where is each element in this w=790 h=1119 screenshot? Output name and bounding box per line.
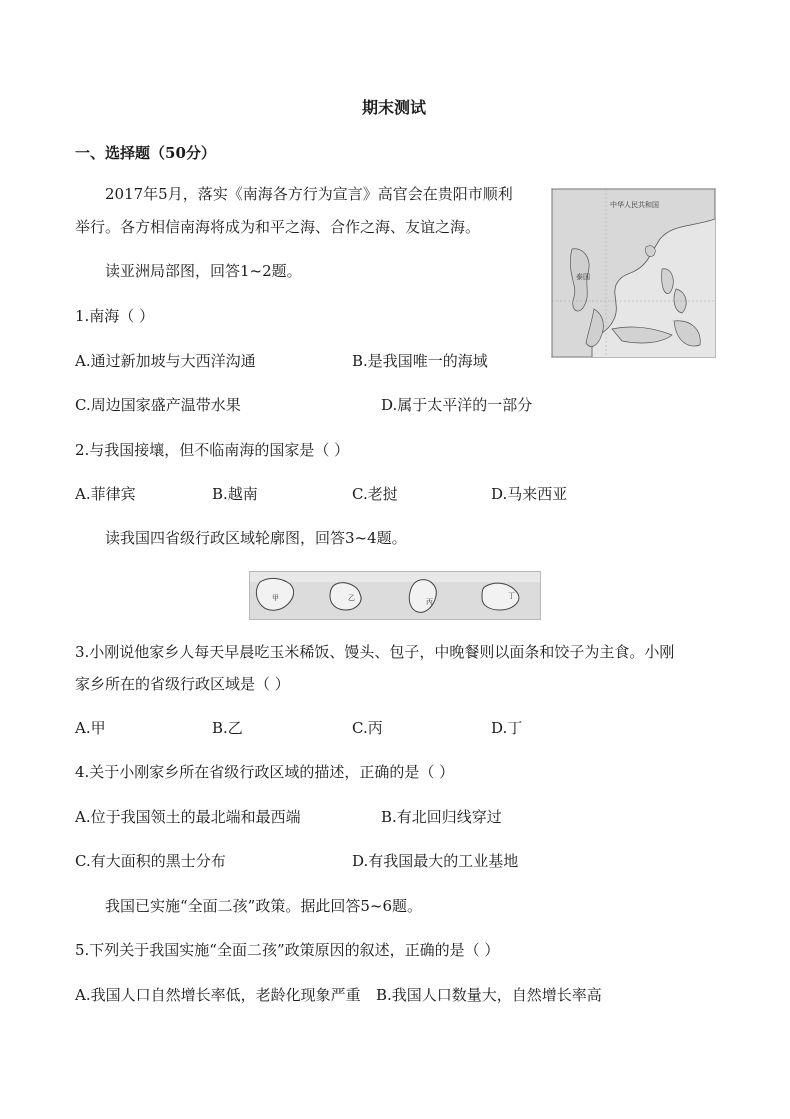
q3-option-a: A.甲 xyxy=(75,719,106,737)
q3-stem-line2: 家乡所在的省级行政区域是（ ） xyxy=(75,675,290,693)
section-heading: 一、选择题（50分） xyxy=(75,144,216,162)
province-label-ding: 丁 xyxy=(508,592,515,600)
q2-option-b: B.越南 xyxy=(212,485,258,503)
province-label-yi: 乙 xyxy=(348,594,355,602)
intro-paragraph-line1: 2017年5月，落实《南海各方行为宣言》高官会在贵阳市顺利 xyxy=(105,185,513,203)
q5-option-b: B.我国人口数量大，自然增长率高 xyxy=(376,986,602,1004)
q1-option-b: B.是我国唯一的海域 xyxy=(352,352,488,370)
q1-stem: 1.南海（ ） xyxy=(75,307,155,325)
q5-stem: 5.下列关于我国实施“全面二孩”政策原因的叙述，正确的是（ ） xyxy=(75,941,500,959)
q1-option-c: C.周边国家盛产温带水果 xyxy=(75,396,241,414)
province-label-jia: 甲 xyxy=(272,594,279,602)
map-label-thailand: 泰国 xyxy=(576,273,590,281)
q4-option-d: D.有我国最大的工业基地 xyxy=(352,852,519,870)
provinces-outline-image xyxy=(250,572,540,619)
map-label-china: 中华人民共和国 xyxy=(610,201,659,209)
q2-option-c: C.老挝 xyxy=(352,485,398,503)
q2-option-a: A.菲律宾 xyxy=(75,485,136,503)
q2-option-d: D.马来西亚 xyxy=(491,485,568,503)
q3-option-c: C.丙 xyxy=(352,719,383,737)
reading-instruction-1: 读亚洲局部图，回答1~2题。 xyxy=(105,262,302,280)
q2-stem: 2.与我国接壤，但不临南海的国家是（ ） xyxy=(75,441,350,459)
q4-option-a: A.位于我国领土的最北端和最西端 xyxy=(75,808,301,826)
reading-instruction-3: 我国已实施“全面二孩”政策。据此回答5~6题。 xyxy=(105,897,422,915)
q3-option-b: B.乙 xyxy=(212,719,243,737)
q3-option-d: D.丁 xyxy=(491,719,523,737)
province-label-bing: 丙 xyxy=(426,598,433,606)
asia-map-figure xyxy=(551,188,716,358)
intro-paragraph-line2: 举行。各方相信南海将成为和平之海、合作之海、友谊之海。 xyxy=(75,218,481,236)
q5-option-a: A.我国人口自然增长率低，老龄化现象严重 xyxy=(75,986,361,1004)
asia-map-image xyxy=(552,189,715,357)
q4-stem: 4.关于小刚家乡所在省级行政区域的描述，正确的是（ ） xyxy=(75,763,455,781)
reading-instruction-2: 读我国四省级行政区域轮廓图，回答3~4题。 xyxy=(105,529,407,547)
q1-option-d: D.属于太平洋的一部分 xyxy=(381,396,533,414)
page-title: 期末测试 xyxy=(362,98,427,117)
provinces-outline-figure xyxy=(249,571,541,620)
q1-option-a: A.通过新加坡与大西洋沟通 xyxy=(75,352,256,370)
q4-option-c: C.有大面积的黑士分布 xyxy=(75,852,226,870)
q3-stem-line1: 3.小刚说他家乡人每天早晨吃玉米稀饭、馒头、包子，中晚餐则以面条和饺子为主食。小刚 xyxy=(75,643,675,661)
q4-option-b: B.有北回归线穿过 xyxy=(381,808,502,826)
